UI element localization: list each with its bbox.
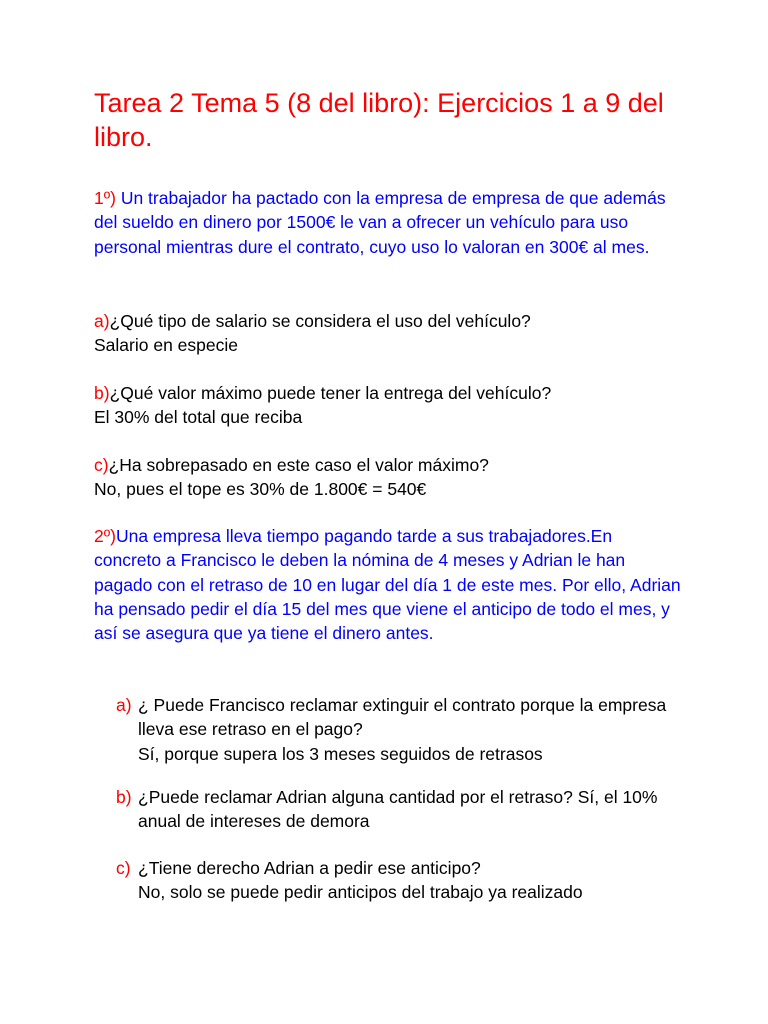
exercise-2-text: Una empresa lleva tiempo pagando tarde a sus trabajadores.En concreto a Francisco le deben la nómina de 4 meses y Adrian le han pagado con el retraso de 10 en lugar del día 1 de este mes. Por ello, Adrian ha pensado pedir el día 15 del mes que viene el anticipo de todo el mes, y así se asegura que ya tiene el dinero antes.: [94, 526, 681, 644]
exercise-2-number: 2º): [94, 526, 116, 546]
document-title: Tarea 2 Tema 5 (8 del libro): Ejercicios 1 a 9 del libro.: [94, 88, 664, 152]
question-text: ¿Qué valor máximo puede tener la entrega del vehículo?: [109, 383, 552, 403]
exercise-1-question-a: [94, 309, 714, 358]
exercise-2-question-c: [116, 856, 696, 905]
exercise-2-question-b: [116, 785, 696, 834]
answer-text: Sí, el 10% anual de intereses de demora: [138, 787, 658, 832]
exercise-2-question-a: [116, 693, 696, 766]
exercise-1-text: Un trabajador ha pactado con la empresa de empresa de que además del sueldo en dinero por 1500€ le van a ofrecer un vehículo para uso personal mientras dure el contrato, cuyo uso lo valoran en 300€ al mes.: [94, 188, 666, 257]
question-letter: a): [94, 311, 110, 331]
answer-text: No, solo se puede pedir anticipos del trabajo ya realizado: [138, 882, 583, 903]
question-letter: c): [116, 858, 131, 878]
question-letter: b): [94, 383, 110, 403]
question-text: ¿Puede reclamar Adrian alguna cantidad por el retraso?: [138, 787, 573, 807]
question-letter: a): [116, 695, 132, 715]
question-text: ¿Ha sobrepasado en este caso el valor máximo?: [108, 455, 489, 475]
answer-text: El 30% del total que reciba: [94, 407, 303, 428]
exercise-1-question-c: [94, 453, 714, 502]
question-text: ¿ Puede Francisco reclamar extinguir el contrato porque la empresa lleva ese retraso en el pago?: [138, 695, 667, 740]
exercise-1-number: 1º): [94, 188, 116, 208]
exercise-1-question-b: [94, 381, 714, 430]
exercise-2-statement: [94, 524, 684, 645]
answer-text: No, pues el tope es 30% de 1.800€ = 540€: [94, 479, 427, 500]
question-text: ¿Tiene derecho Adrian a pedir ese anticipo?: [138, 858, 481, 878]
question-text: ¿Qué tipo de salario se considera el uso del vehículo?: [109, 311, 531, 331]
exercise-1-statement: [94, 186, 684, 259]
question-letter: b): [116, 787, 132, 807]
question-letter: c): [94, 455, 109, 475]
answer-text: Salario en especie: [94, 335, 238, 356]
answer-text: Sí, porque supera los 3 meses seguidos de retrasos: [138, 743, 543, 764]
